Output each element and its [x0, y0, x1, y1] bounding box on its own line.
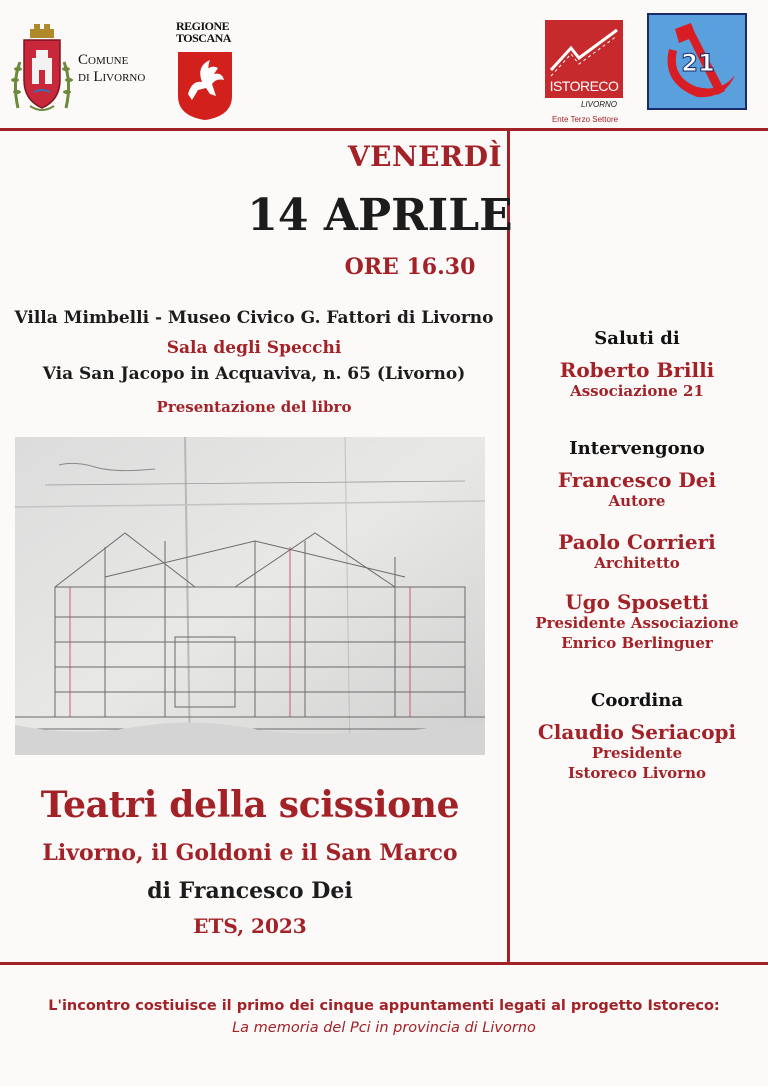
comune-livorno-logo	[10, 22, 170, 118]
speaker1-role: Autore	[608, 492, 666, 510]
saluti-role: Associazione 21	[570, 382, 704, 400]
book-subtitle: Livorno, il Goldoni e il San Marco	[42, 840, 458, 866]
event-time: ORE 16.30	[344, 254, 476, 280]
istoreco-name: ISTORECO	[549, 78, 619, 94]
theatre-drawing-image	[15, 437, 485, 755]
intervengono-heading: Intervengono	[569, 438, 705, 459]
speaker2-name: Paolo Corrieri	[558, 530, 716, 554]
event-day: VENERDÌ	[347, 140, 503, 173]
header-divider	[0, 128, 768, 131]
associazione-21-logo	[647, 13, 747, 110]
speaker1-name: Francesco Dei	[557, 468, 717, 492]
istoreco-city: LIVORNO	[580, 100, 617, 109]
book-publisher: ETS, 2023	[193, 914, 307, 938]
coordina-heading: Coordina	[591, 690, 683, 711]
livorno-crest-icon	[10, 22, 74, 118]
comune-text	[78, 52, 145, 86]
venue-name: Villa Mimbelli - Museo Civico G. Fattori di Livorno	[14, 308, 494, 328]
venue-address: Via San Jacopo in Acquaviva, n. 65 (Livorno)	[42, 364, 466, 384]
event-date: 14 APRILE	[247, 190, 513, 241]
regione-line2: TOSCANA	[176, 31, 231, 45]
speaker2-role: Architetto	[594, 554, 680, 572]
column-divider	[507, 130, 510, 962]
book-title: Teatri della scissione	[40, 784, 460, 826]
coordinator-name: Claudio Seriacopi	[537, 720, 737, 744]
saluti-name: Roberto Brilli	[559, 358, 715, 382]
istoreco-box	[545, 20, 623, 98]
footer-divider	[0, 962, 768, 965]
speaker3-role-line2: Enrico Berlinguer	[561, 634, 713, 652]
istoreco-tag: Ente Terzo Settore	[551, 115, 619, 124]
coordinator-role-line2: Istoreco Livorno	[568, 764, 706, 782]
comune-line2: di Livorno	[78, 69, 146, 85]
comune-line1: Comune	[78, 52, 129, 68]
presentation-label: Presentazione del libro	[156, 398, 352, 416]
coordinator-role-line1: Presidente	[591, 744, 683, 762]
istoreco-logo	[545, 20, 625, 126]
footer-line2: La memoria del Pci in provincia di Livorno	[232, 1020, 536, 1036]
saluti-heading: Saluti di	[594, 328, 680, 349]
speaker3-role-line1: Presidente Associazione	[535, 614, 739, 632]
footer-line1: L'incontro costiuisce il primo dei cinque appuntamenti legati al progetto Istoreco:	[48, 998, 720, 1014]
venue-room: Sala degli Specchi	[166, 338, 342, 358]
book-author: di Francesco Dei	[147, 878, 353, 904]
assoc-number: 21	[681, 49, 715, 77]
regione-toscana-logo	[176, 20, 236, 120]
speaker3-name: Ugo Sposetti	[565, 590, 709, 614]
regione-line1: REGIONE	[176, 19, 230, 33]
istoreco-mark-icon	[545, 20, 623, 80]
pegasus-icon	[176, 50, 234, 122]
